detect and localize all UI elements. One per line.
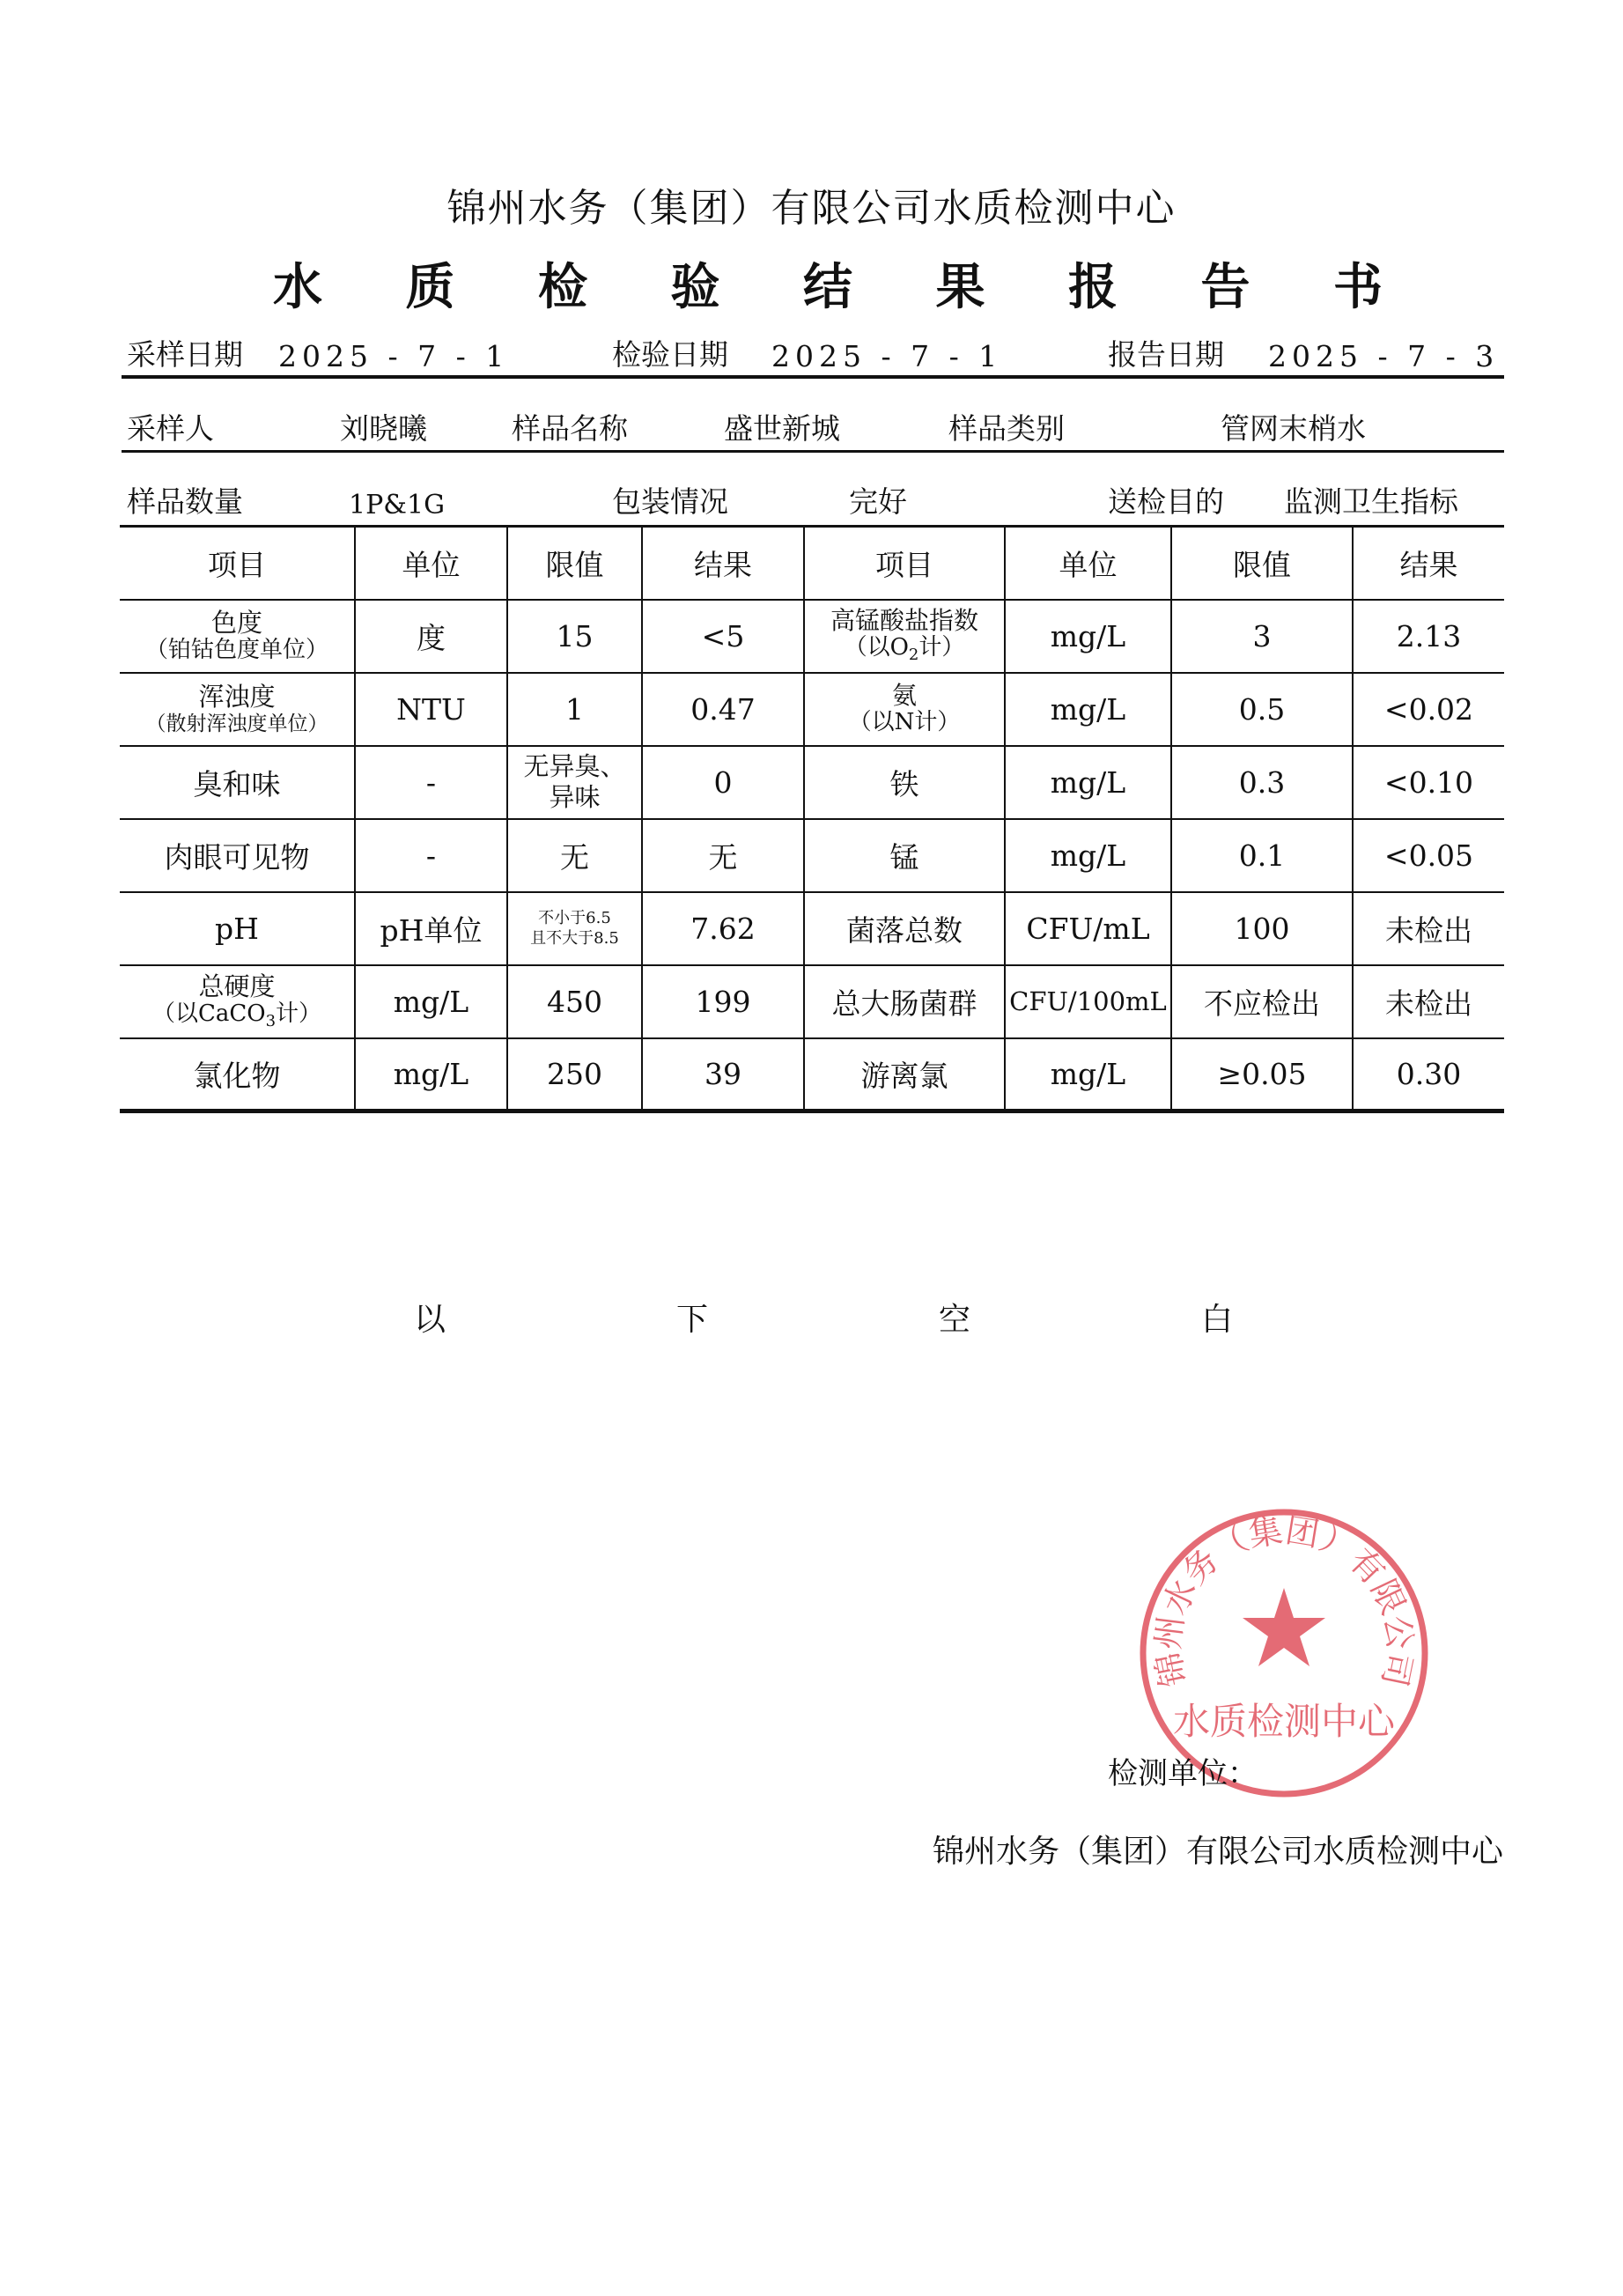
unit-cell: mg/L <box>1005 600 1171 673</box>
sample-type: 管网末梢水 <box>1221 411 1366 446</box>
limit-cell: 3 <box>1171 600 1353 673</box>
item-cell: 氯化物 <box>120 1038 355 1111</box>
test-date-label: 检验日期 <box>612 337 728 372</box>
result-cell: 未检出 <box>1353 892 1504 965</box>
result-cell: 0 <box>642 746 804 819</box>
item-cell: 氨 （以N计） <box>804 673 1005 746</box>
blank-note-char: 下 <box>675 1302 708 1338</box>
limit-cell: ≥0.05 <box>1171 1038 1353 1111</box>
unit-cell: mg/L <box>1005 673 1171 746</box>
result-cell: 0.47 <box>642 673 804 746</box>
limit-cell: 无 <box>507 819 642 892</box>
table-row <box>120 673 1504 746</box>
title-char: 告 <box>1200 259 1250 316</box>
item-cell: 总大肠菌群 <box>804 965 1005 1038</box>
sampling-date-label: 采样日期 <box>127 337 243 372</box>
header-cell: 项目 <box>804 527 1005 600</box>
table-header-row <box>120 527 1504 600</box>
table-row <box>120 746 1504 819</box>
header-cell: 限值 <box>507 527 642 600</box>
result-cell: 未检出 <box>1353 965 1504 1038</box>
limit-cell: 100 <box>1171 892 1353 965</box>
report-date-label: 报告日期 <box>1108 337 1224 372</box>
limit-cell: 不小于6.5 且不大于8.5 <box>507 892 642 965</box>
limit-cell: 不应检出 <box>1171 965 1353 1038</box>
table-row <box>120 600 1504 673</box>
table-row <box>120 892 1504 965</box>
title-char: 结 <box>803 259 852 316</box>
unit-cell: mg/L <box>1005 1038 1171 1111</box>
sampling-date: 2025 - 7 - 1 <box>278 339 510 373</box>
limit-cell: 无异臭、 异味 <box>507 746 642 819</box>
item-cell: 游离氯 <box>804 1038 1005 1111</box>
blank-note-char: 空 <box>938 1302 970 1338</box>
sample-name: 盛世新城 <box>724 411 840 446</box>
item-cell: 菌落总数 <box>804 892 1005 965</box>
limit-cell: 1 <box>507 673 642 746</box>
limit-cell: 15 <box>507 600 642 673</box>
header-cell: 结果 <box>1353 527 1504 600</box>
blank-note-char: 白 <box>1200 1302 1233 1338</box>
seal-top-text: 锦州水务（集团）有限公司 <box>1147 1510 1420 1690</box>
unit-cell: mg/L <box>1005 746 1171 819</box>
unit-cell: pH单位 <box>355 892 507 965</box>
title-char: 验 <box>670 259 720 316</box>
limit-cell: 250 <box>507 1038 642 1111</box>
result-cell: <0.10 <box>1353 746 1504 819</box>
testing-unit-name: 锦州水务（集团）有限公司水质检测中心 <box>932 1834 1503 1870</box>
limit-cell: 450 <box>507 965 642 1038</box>
purpose-label: 送检目的 <box>1108 484 1224 519</box>
report-title <box>273 248 1383 319</box>
item-cell: pH <box>120 892 355 965</box>
sampler-label: 采样人 <box>127 411 214 446</box>
result-cell: 无 <box>642 819 804 892</box>
title-char: 水 <box>273 259 322 316</box>
item-cell: 高锰酸盐指数 （以$O_2$计） <box>804 600 1005 673</box>
item-cell: 肉眼可见物 <box>120 819 355 892</box>
unit-cell: CFU/100mL <box>1005 965 1171 1038</box>
result-cell: 2.13 <box>1353 600 1504 673</box>
table-row <box>120 1038 1504 1111</box>
header-cell: 结果 <box>642 527 804 600</box>
result-cell: 199 <box>642 965 804 1038</box>
header-cell: 单位 <box>1005 527 1171 600</box>
unit-cell: CFU/mL <box>1005 892 1171 965</box>
unit-cell: mg/L <box>1005 819 1171 892</box>
report-date: 2025 - 7 - 3 <box>1268 339 1500 373</box>
title-char: 质 <box>405 259 455 316</box>
sample-type-label: 样品类别 <box>948 411 1065 446</box>
test-date: 2025 - 7 - 1 <box>771 339 1003 373</box>
packaging-label: 包装情况 <box>612 484 728 519</box>
limit-cell: 0.3 <box>1171 746 1353 819</box>
divider-line <box>122 450 1504 453</box>
results-table <box>120 525 1504 1113</box>
seal-bottom-text: 水质检测中心 <box>1172 1700 1396 1743</box>
result-cell: 39 <box>642 1038 804 1111</box>
item-cell: 总硬度 （以CaCO$_3$计） <box>120 965 355 1038</box>
sample-row <box>122 409 1504 453</box>
limit-cell: 0.5 <box>1171 673 1353 746</box>
blank-below-note <box>414 1295 1233 1340</box>
item-cell: 浑浊度 （散射浑浊度单位） <box>120 673 355 746</box>
sampler: 刘晓曦 <box>340 411 427 446</box>
title-char: 报 <box>1068 259 1118 316</box>
item-cell: 锰 <box>804 819 1005 892</box>
header-cell: 限值 <box>1171 527 1353 600</box>
table-row <box>120 965 1504 1038</box>
quantity-label: 样品数量 <box>127 484 243 519</box>
unit-cell: - <box>355 746 507 819</box>
item-cell: 臭和味 <box>120 746 355 819</box>
testing-unit-label: 检测单位： <box>1108 1756 1258 1791</box>
dates-row <box>122 335 1504 379</box>
sample-name-label: 样品名称 <box>512 411 628 446</box>
limit-cell: 0.1 <box>1171 819 1353 892</box>
title-char: 检 <box>538 259 587 316</box>
packaging: 完好 <box>849 484 907 519</box>
result-cell: <0.05 <box>1353 819 1504 892</box>
item-cell: 铁 <box>804 746 1005 819</box>
unit-cell: mg/L <box>355 965 507 1038</box>
divider-line <box>122 375 1504 379</box>
unit-cell: - <box>355 819 507 892</box>
result-cell: 0.30 <box>1353 1038 1504 1111</box>
organization-name: 锦州水务（集团）有限公司水质检测中心 <box>446 186 1177 231</box>
header-cell: 单位 <box>355 527 507 600</box>
result-cell: 7.62 <box>642 892 804 965</box>
header-cell: 项目 <box>120 527 355 600</box>
quantity: 1P&1G <box>349 490 446 520</box>
item-cell: 色度 （铂钴色度单位） <box>120 600 355 673</box>
blank-note-char: 以 <box>414 1302 446 1338</box>
purpose: 监测卫生指标 <box>1284 484 1458 519</box>
quantity-row <box>122 482 1504 526</box>
unit-cell: 度 <box>355 600 507 673</box>
result-cell: <0.02 <box>1353 673 1504 746</box>
result-cell: <5 <box>642 600 804 673</box>
star-icon <box>1243 1588 1325 1666</box>
title-char: 果 <box>935 259 985 316</box>
title-char: 书 <box>1333 259 1383 316</box>
table-row <box>120 819 1504 892</box>
unit-cell: mg/L <box>355 1038 507 1111</box>
unit-cell: NTU <box>355 673 507 746</box>
